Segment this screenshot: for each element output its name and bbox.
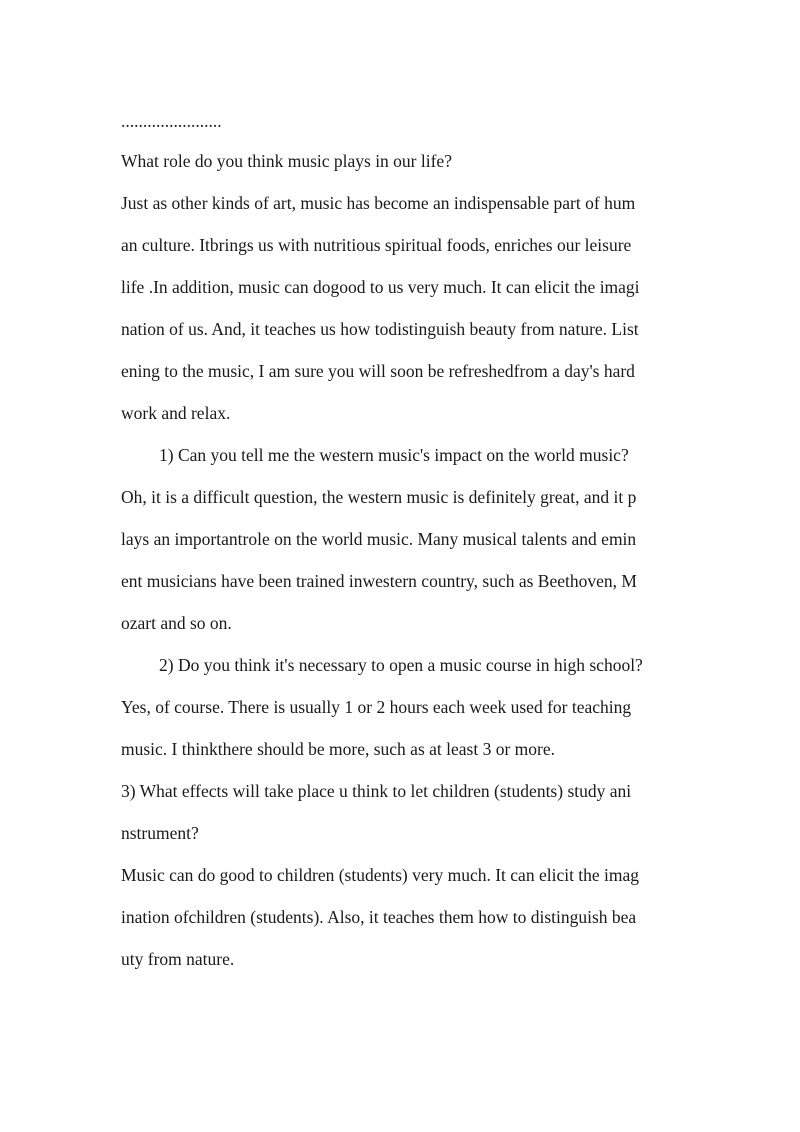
text-line: uty from nature. (121, 949, 235, 969)
text-line: nation of us. And, it teaches us how todistinguish beauty from nature. List (121, 319, 639, 339)
text-line: Yes, of course. There is usually 1 or 2 hours each week used for teaching (121, 697, 632, 717)
text-line: lays an importantrole on the world music. Many musical talents and emin (121, 529, 637, 549)
text-line: music. I thinkthere should be more, such as at least 3 or more. (121, 739, 555, 759)
question-3: 3) What effects will take place u think to let children (students) study ani (121, 781, 632, 801)
text-line: Just as other kinds of art, music has become an indispensable part of hum (121, 193, 636, 213)
text-line: ening to the music, I am sure you will soon be refreshedfrom a day's hard (121, 361, 635, 381)
text-line: ent musicians have been trained inwestern country, such as Beethoven, M (121, 571, 637, 591)
question-heading: What role do you think music plays in our life? (121, 151, 452, 171)
text-line: life .In addition, music can dogood to us very much. It can elicit the imagi (121, 277, 640, 297)
text-line: nstrument? (121, 823, 199, 843)
question-1: 1) Can you tell me the western music's impact on the world music? (159, 445, 629, 465)
text-line: ozart and so on. (121, 613, 232, 633)
question-2: 2) Do you think it's necessary to open a music course in high school? (159, 655, 643, 675)
text-line: work and relax. (121, 403, 231, 423)
separator-dots: ....................... (121, 111, 222, 131)
text-line: an culture. Itbrings us with nutritious spiritual foods, enriches our leisure (121, 235, 632, 255)
text-line: ination ofchildren (students). Also, it teaches them how to distinguish bea (121, 907, 637, 927)
text-line: Oh, it is a difficult question, the western music is definitely great, and it p (121, 487, 637, 507)
text-line: Music can do good to children (students) very much. It can elicit the imag (121, 865, 640, 885)
